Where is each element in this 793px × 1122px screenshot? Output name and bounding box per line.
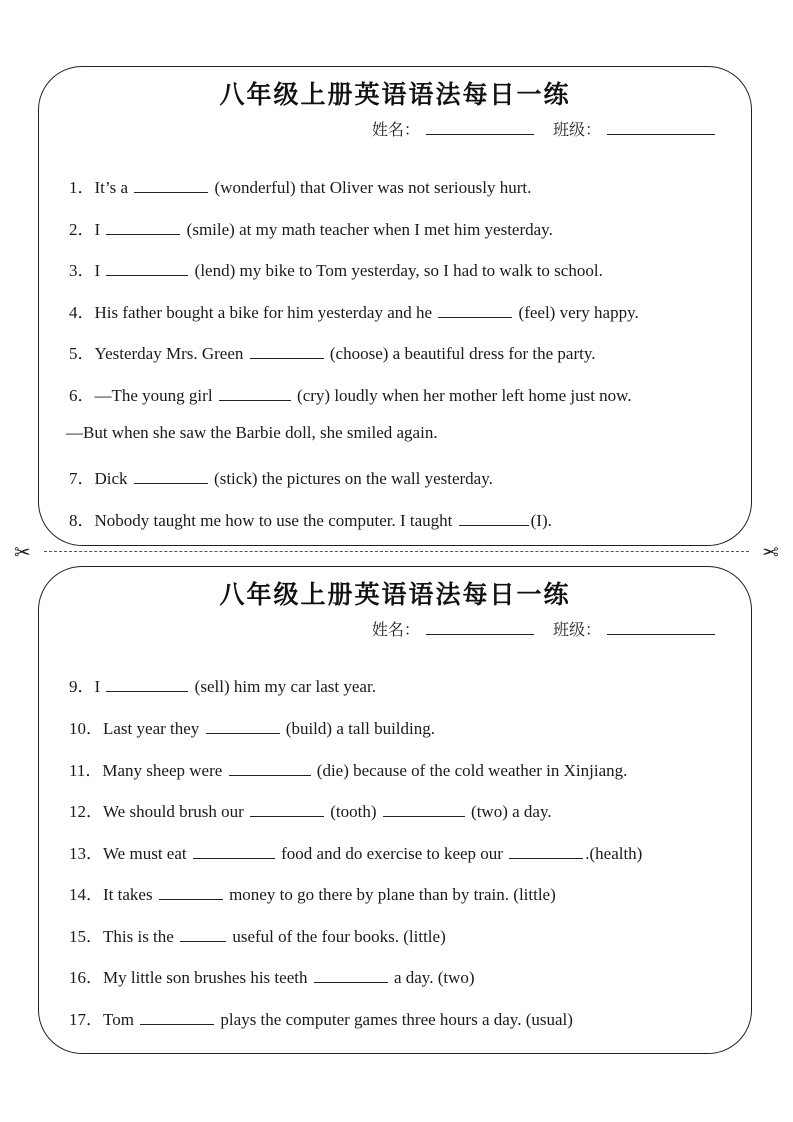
question-4: 4．His father bought a bike for him yesterday and he (feel) very happy. <box>69 303 639 322</box>
scissors-icon: ✂ <box>14 540 31 564</box>
answer-blank[interactable] <box>180 928 226 942</box>
class-label: 班级： <box>552 120 601 139</box>
page-title: 八年级上册英语语法每日一练 <box>219 580 571 609</box>
name-class-row <box>372 117 715 140</box>
answer-blank[interactable] <box>250 345 324 359</box>
question-15: 15．This is the useful of the four books. (little) <box>69 927 446 946</box>
question-14: 14．It takes money to go there by plane than by train. (little) <box>69 885 556 904</box>
answer-blank[interactable] <box>314 969 388 983</box>
name-blank[interactable] <box>426 620 534 635</box>
answer-blank[interactable] <box>134 470 208 484</box>
question-17: 17．Tom plays the computer games three hours a day. (usual) <box>69 1010 573 1029</box>
question-13: 13．We must eat food and do exercise to keep our .(health) <box>69 844 643 863</box>
question-12: 12．We should brush our (tooth) (two) a day. <box>69 802 552 821</box>
answer-blank[interactable] <box>106 262 188 276</box>
question-11: 11．Many sheep were (die) because of the cold weather in Xinjiang. <box>69 761 628 780</box>
answer-blank[interactable] <box>159 886 223 900</box>
name-class-row <box>372 617 715 640</box>
class-blank[interactable] <box>607 120 715 135</box>
question-8: 8．Nobody taught me how to use the computer. I taught (I). <box>69 511 552 530</box>
answer-blank[interactable] <box>193 845 275 859</box>
answer-blank[interactable] <box>206 720 280 734</box>
dashed-divider <box>44 551 749 552</box>
question-3: 3．I (lend) my bike to Tom yesterday, so I had to walk to school. <box>69 261 603 280</box>
cut-line <box>0 541 793 563</box>
question-9: 9．I (sell) him my car last year. <box>69 677 376 696</box>
answer-blank[interactable] <box>250 803 324 817</box>
exercise-card-1 <box>38 66 752 546</box>
answer-blank[interactable] <box>229 762 311 776</box>
class-label: 班级： <box>552 620 601 639</box>
name-label: 姓名： <box>371 620 420 639</box>
answer-blank[interactable] <box>134 179 208 193</box>
name-blank[interactable] <box>426 120 534 135</box>
answer-blank[interactable] <box>509 845 583 859</box>
name-label: 姓名： <box>371 120 420 139</box>
question-2: 2．I (smile) at my math teacher when I met him yesterday. <box>69 220 553 239</box>
question-5: 5．Yesterday Mrs. Green (choose) a beautiful dress for the party. <box>69 344 596 363</box>
question-10: 10．Last year they (build) a tall building. <box>69 719 435 738</box>
answer-blank[interactable] <box>106 678 188 692</box>
question-1: 1．It’s a (wonderful) that Oliver was not seriously hurt. <box>69 178 532 197</box>
answer-blank[interactable] <box>459 512 529 526</box>
scissors-icon: ✂ <box>762 540 779 564</box>
class-blank[interactable] <box>607 620 715 635</box>
answer-blank[interactable] <box>106 221 180 235</box>
question-6-continuation: —But when she saw the Barbie doll, she smiled again. <box>66 423 438 442</box>
exercise-card-2 <box>38 566 752 1054</box>
question-6: 6．—The young girl (cry) loudly when her mother left home just now. <box>69 386 632 405</box>
question-16: 16．My little son brushes his teeth a day. (two) <box>69 968 475 987</box>
page-title: 八年级上册英语语法每日一练 <box>219 80 571 109</box>
question-7: 7．Dick (stick) the pictures on the wall yesterday. <box>69 469 493 488</box>
answer-blank[interactable] <box>438 304 512 318</box>
answer-blank[interactable] <box>140 1011 214 1025</box>
answer-blank[interactable] <box>383 803 465 817</box>
answer-blank[interactable] <box>219 387 291 401</box>
